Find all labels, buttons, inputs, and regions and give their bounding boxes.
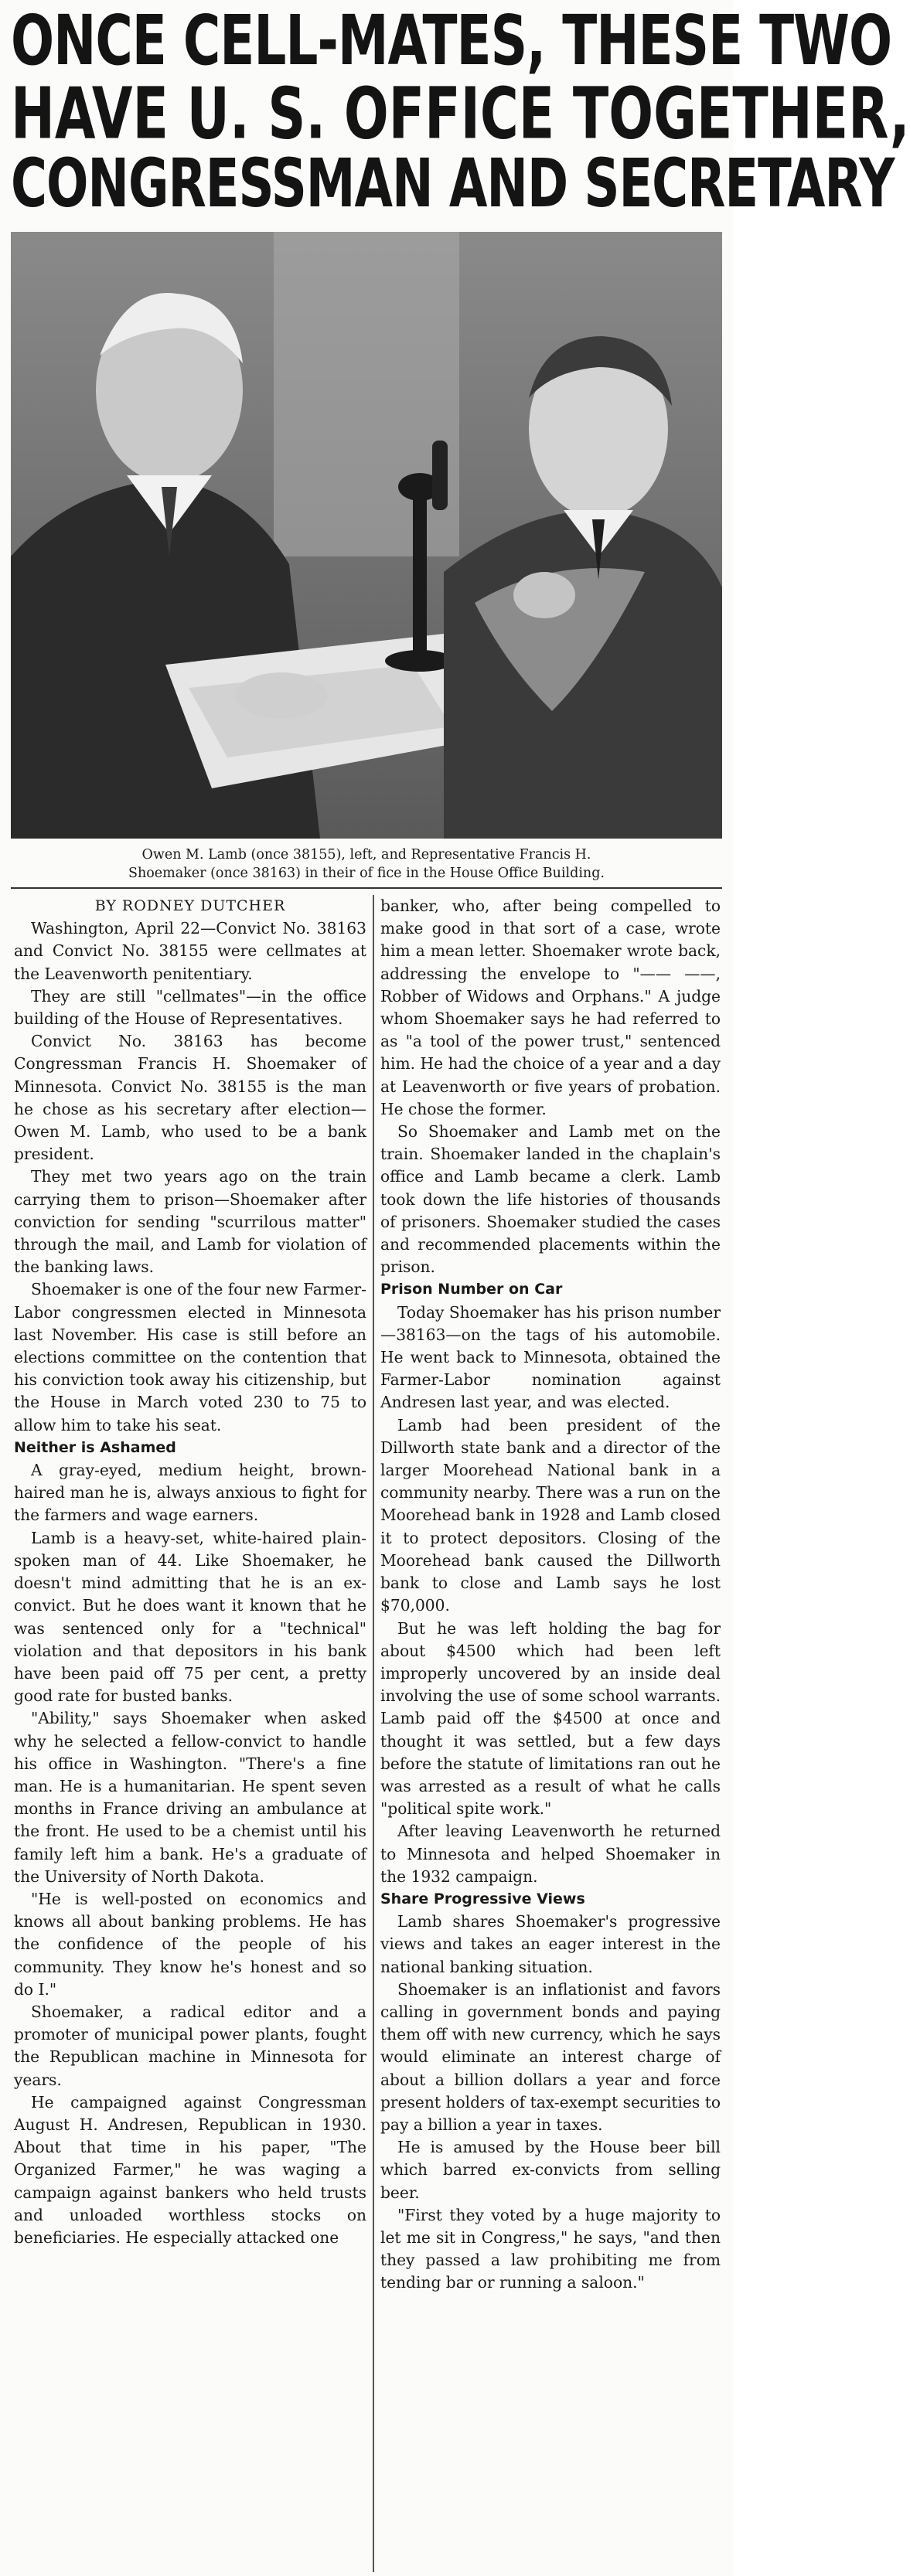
news-photo <box>11 232 722 839</box>
caption-line-1: Owen M. Lamb (once 38155), left, and Representative Francis H. <box>141 847 591 863</box>
paragraph: He campaigned against Congressman August H. Andresen, Republican in 1930. About that time in his paper, "The Organized Farmer," he was waging a campaign against bankers who held trusts and unloaded worthless stocks on beneficiaries. He especially attacked one <box>14 2092 366 2247</box>
column-divider <box>373 895 374 2572</box>
paragraph: So Shoemaker and Lamb met on the train. Shoemaker landed in the chaplain's office and Lamb became a clerk. Lamb took down the life histories of thousands of prisoners. Shoemaker studied the cases and recommended placements within the prison. <box>380 1122 721 1277</box>
paragraph: Washington, April 22—Convict No. 38163 and Convict No. 38155 were cellmates at the Leavenworth penitentiary. <box>14 919 366 983</box>
article-column-right <box>380 895 721 2295</box>
photo-caption <box>15 846 717 883</box>
subhead: Neither is Ashamed <box>14 1438 176 1456</box>
paragraph: "First they voted by a huge majority to let me sit in Congress," he says, "and then they passed a law prohibiting me from tending bar or running a saloon." <box>380 2205 721 2292</box>
subhead: Share Progressive Views <box>380 1890 585 1907</box>
paragraph: Lamb shares Shoemaker's progressive views and takes an eager interest in the national banking situation. <box>380 1912 721 1976</box>
headline-line-2: HAVE U. S. OFFICE TOGETHER, <box>11 73 910 156</box>
headline-line-3: CONGRESSMAN AND SECRETARY <box>11 145 895 223</box>
paragraph: Lamb had been president of the Dillworth state bank and a director of the larger Moorehead National bank in a community nearby. There was a run on the Moorehead bank in 1928 and Lamb closed it to protect depositors. Closing of the Moorehead bank caused the Dillworth bank to close and Lamb says he lost $70,000. <box>380 1415 721 1615</box>
byline: BY RODNEY DUTCHER <box>94 897 286 914</box>
paragraph: "Ability," says Shoemaker when asked why he selected a fellow-convict to handle his office in Washington. "There's a fine man. He is a humanitarian. He spent seven months in France driving an ambulance at the front. He used to be a chemist until his family left him a bank. He's a graduate of the University of North Dakota. <box>14 1709 366 1886</box>
paragraph: After leaving Leavenworth he returned to Minnesota and helped Shoemaker in the 1932 campaign. <box>380 1822 721 1886</box>
paragraph: "He is well-posted on economics and knows all about banking problems. He has the confidence of the people of his community. They know he's honest and so do I." <box>14 1889 366 1999</box>
paragraph: banker, who, after being compelled to make good in that sort of a case, wrote him a mean letter. Shoemaker wrote back, addressing the envelope to "—— ——, Robber of Widows and Orphans." A judge whom Shoemaker says he had referred to as "a tool of the power trust," sentenced him. He had the choice of a year and a day at Leavenworth or five years of probation. He chose the former. <box>380 897 721 1118</box>
paragraph: Shoemaker is one of the four new Farmer-Labor congressmen elected in Minnesota last November. His case is still before an elections committee on the contention that his conviction took away his citizenship, but the House in March voted 230 to 75 to allow him to take his seat. <box>14 1280 366 1434</box>
paragraph: Today Shoemaker has his prison number—38163—on the tags of his automobile. He went back to Minnesota, obtained the Farmer-Labor nomination against Andresen last year, and was elected. <box>380 1302 721 1412</box>
paragraph: Convict No. 38163 has become Congressman Francis H. Shoemaker of Minnesota. Convict No. 38155 is the man he chose as his secretary after election—Owen M. Lamb, who used to be a bank president. <box>14 1032 366 1164</box>
headline <box>11 0 910 223</box>
paragraph: Lamb is a heavy-set, white-haired plain-spoken man of 44. Like Shoemaker, he doesn't mind admitting that he is an ex-convict. But he does want it known that he was sentenced only for a "technical" violation and that depositors in his bank have been paid off 75 per cent, a pretty good rate for busted banks. <box>14 1528 366 1706</box>
paragraph: Shoemaker, a radical editor and a promoter of municipal power plants, fought the Republican machine in Minnesota for years. <box>14 2002 366 2089</box>
caption-line-2: Shoemaker (once 38163) in their of fice in the House Office Building. <box>128 866 605 881</box>
article-column-left <box>14 895 366 2249</box>
paragraph: They met two years ago on the train carrying them to prison—Shoemaker after conviction for sending "scurrilous matter" through the mail, and Lamb for violation of the banking laws. <box>14 1167 366 1277</box>
paragraph: Shoemaker is an inflationist and favors calling in government bonds and paying them off with new currency, which he says would eliminate an interest charge of about a billion dollars a year and force present holders of tax-exempt securities to pay a billion a year in taxes. <box>380 1979 721 2134</box>
paragraph: They are still "cellmates"—in the office building of the House of Representatives. <box>14 986 366 1029</box>
paragraph: A gray-eyed, medium height, brown-haired man he is, always anxious to fight for the farmers and wage earners. <box>14 1461 366 1525</box>
paragraph: But he was left holding the bag for about $4500 which had been left improperly uncovered by an inside deal involving the use of some school warrants. Lamb paid off the $4500 at once and thought it was settled, but a few days before the statute of limitations ran out he was arrested as a result of what he calls "political spite work." <box>380 1618 721 1819</box>
paragraph: He is amused by the House beer bill which barred ex-convicts from selling beer. <box>380 2138 721 2202</box>
photograph-of-two-men-icon <box>11 232 722 839</box>
caption-divider <box>11 887 722 889</box>
subhead: Prison Number on Car <box>380 1281 563 1298</box>
headline-line-1: ONCE CELL-MATES, THESE TWO <box>11 0 892 81</box>
